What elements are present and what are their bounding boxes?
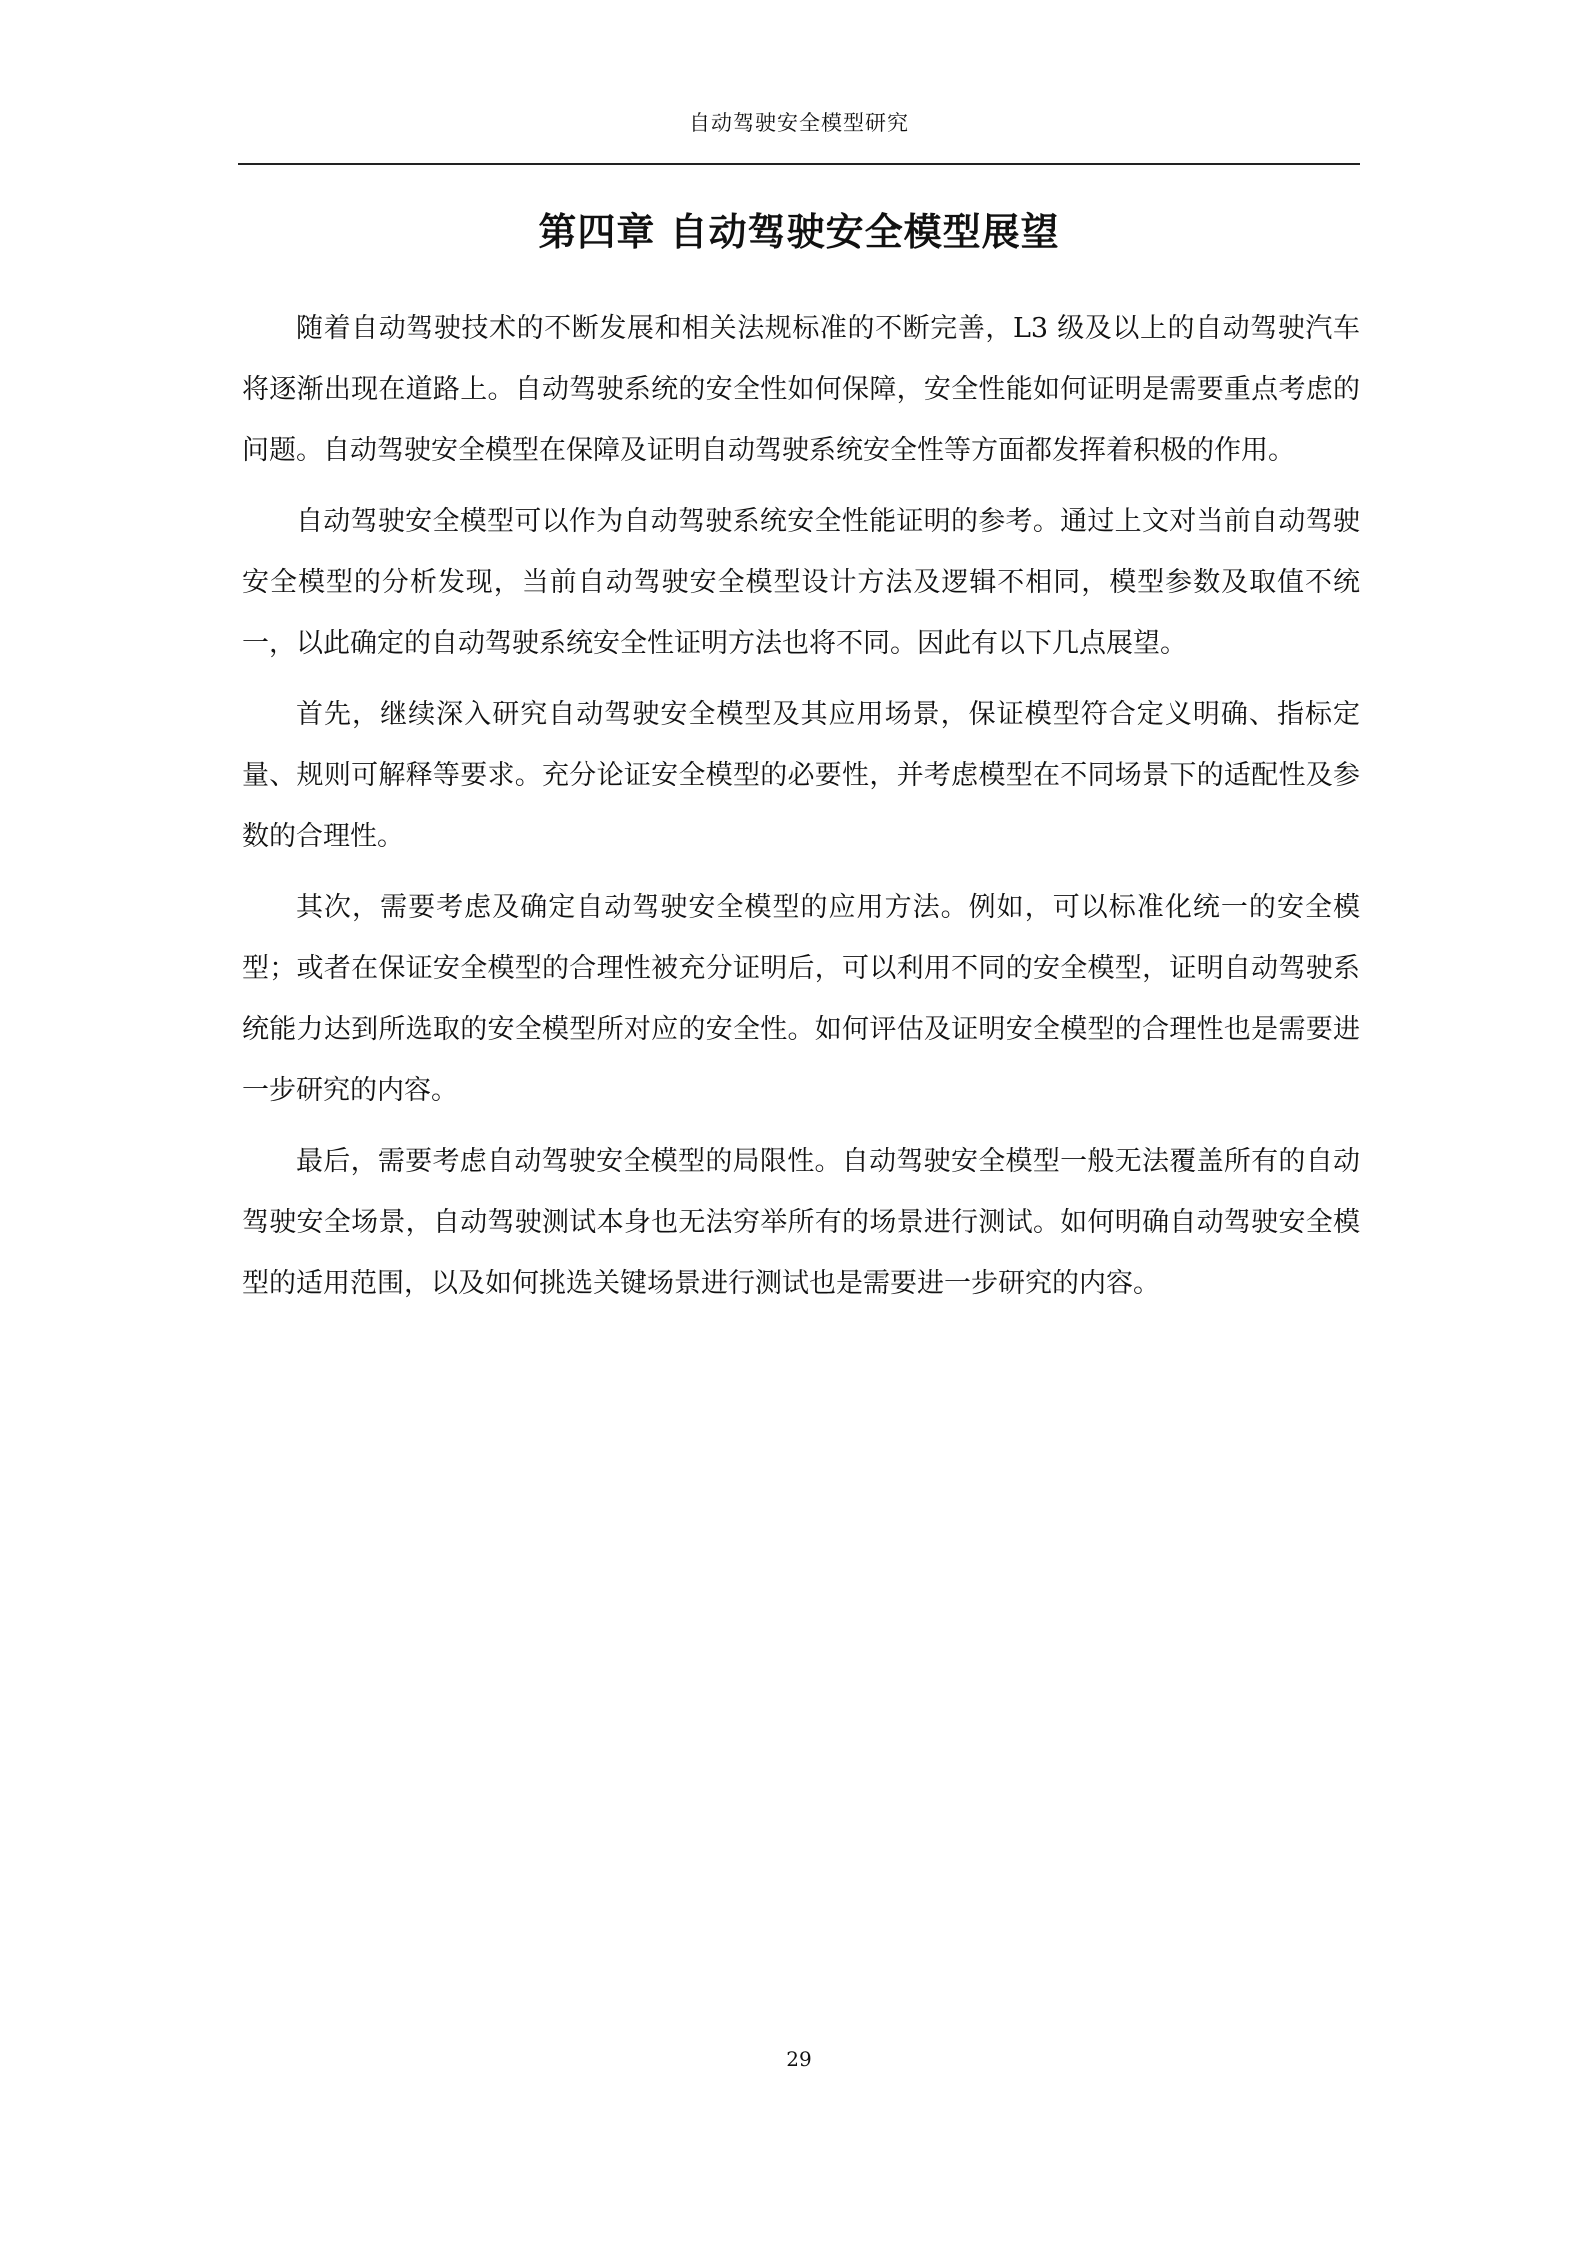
page-number: 29 [786,2047,812,2071]
paragraph-first-outlook: 首先，继续深入研究自动驾驶安全模型及其应用场景，保证模型符合定义明确、指标定量、规则可解释等要求。充分论证安全模型的必要性，并考虑模型在不同场景下的适配性及参数的合理性。 [242,699,1360,852]
paragraph-final-outlook: 最后，需要考虑自动驾驶安全模型的局限性。自动驾驶安全模型一般无法覆盖所有的自动驾驶安全场景，自动驾驶测试本身也无法穷举所有的场景进行测试。如何明确自动驾驶安全模型的适用范围，以及如何挑选关键场景进行测试也是需要进一步研究的内容。 [242,1146,1360,1299]
running-header: 自动驾驶安全模型研究 [689,111,909,135]
paragraph-reference: 自动驾驶安全模型可以作为自动驾驶系统安全性能证明的参考。通过上文对当前自动驾驶安全模型的分析发现，当前自动驾驶安全模型设计方法及逻辑不相同，模型参数及取值不统一，以此确定的自动驾驶系统安全性证明方法也将不同。因此有以下几点展望。 [242,506,1360,659]
paragraph-second-outlook: 其次，需要考虑及确定自动驾驶安全模型的应用方法。例如，可以标准化统一的安全模型；或者在保证安全模型的合理性被充分证明后，可以利用不同的安全模型，证明自动驾驶系统能力达到所选取的安全模型所对应的安全性。如何评估及证明安全模型的合理性也是需要进一步研究的内容。 [242,892,1360,1106]
header-divider [238,163,1360,165]
body-text [242,298,1360,1324]
chapter-title: 第四章 自动驾驶安全模型展望 [538,210,1060,254]
paragraph-intro: 随着自动驾驶技术的不断发展和相关法规标准的不断完善，L3 级及以上的自动驾驶汽车将逐渐出现在道路上。自动驾驶系统的安全性如何保障，安全性能如何证明是需要重点考虑的问题。自动驾驶安全模型在保障及证明自动驾驶系统安全性等方面都发挥着积极的作用。 [242,313,1360,466]
